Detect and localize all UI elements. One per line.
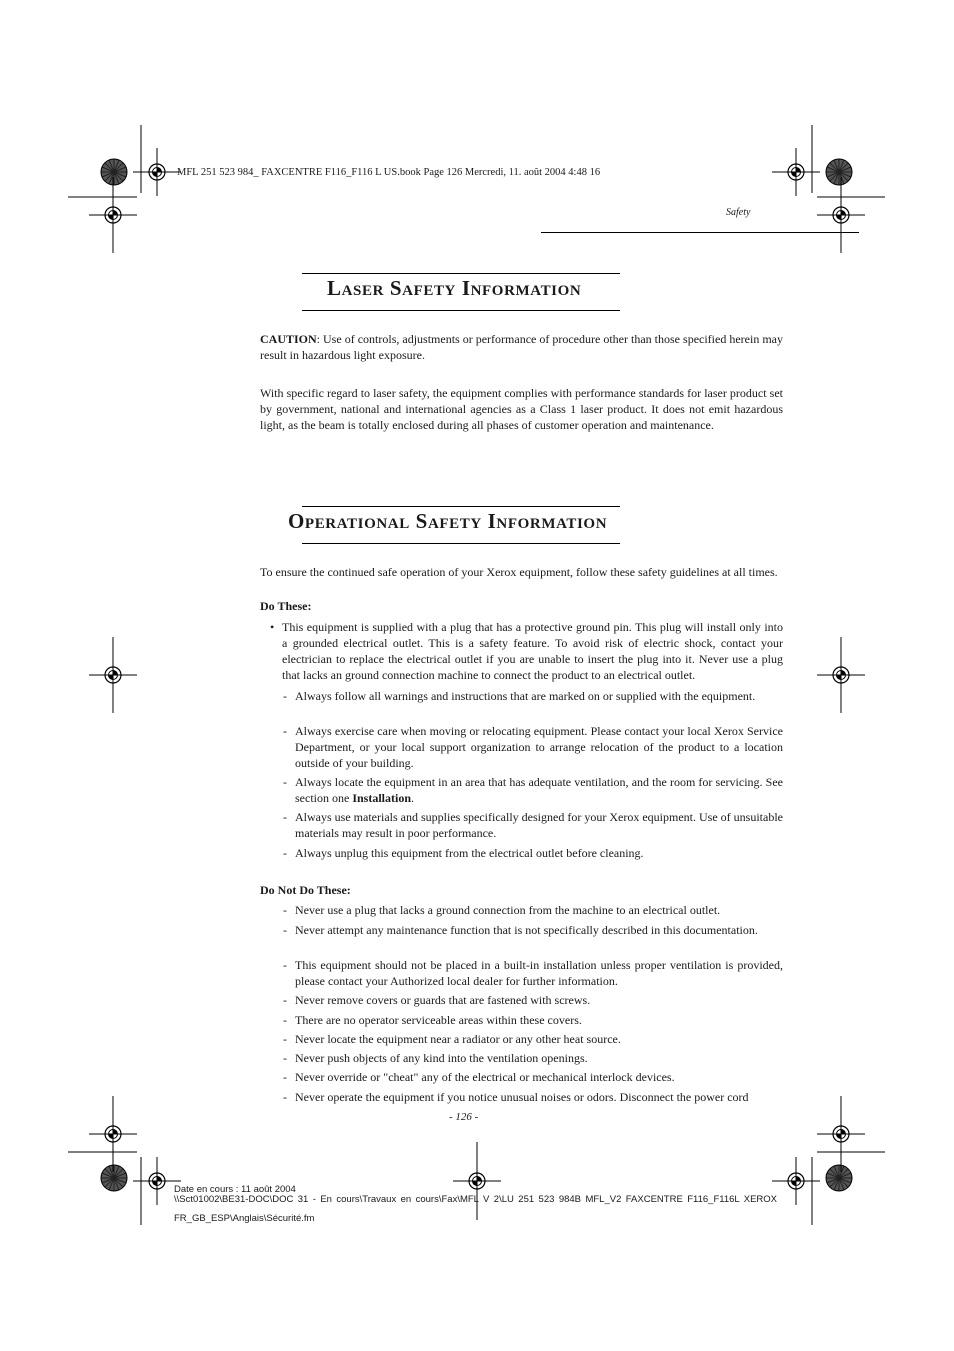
dash-mark: -	[283, 724, 287, 738]
do-item-tail: .	[411, 791, 415, 805]
operational-title-rule-top	[302, 506, 620, 507]
color-wheel-top-right	[826, 159, 852, 185]
do-item	[295, 774, 783, 806]
dont-item: This equipment should not be placed in a built-in installation unless proper ventilation is provided, please contact your Authorized local dealer for further information.	[295, 958, 783, 988]
laser-caution-paragraph	[260, 331, 783, 363]
header-file-info: MFL 251 523 984_ FAXCENTRE F116_F116 L US.book Page 126 Mercredi, 11. août 2004 4:48 16	[177, 167, 601, 178]
dont-item: Never push objects of any kind into the ventilation openings.	[295, 1051, 588, 1065]
dash-mark: -	[283, 775, 287, 789]
ground-plug-bullet: This equipment is supplied with a plug that has a protective ground pin. This plug will install only into a grounded electrical outlet. This is a safety feature. To avoid risk of electric shock, contact your electrician to replace the electrical outlet if you are unable to insert the plug into it. Never use a plug that lacks an ground connection machine to connect the product to an electrical outlet.	[282, 620, 783, 682]
do-not-heading: Do Not Do These:	[260, 883, 351, 897]
running-header-section: Safety	[726, 207, 751, 218]
dash-mark: -	[283, 810, 287, 824]
dash-mark: -	[283, 1090, 287, 1104]
operational-title-rule-bottom	[302, 543, 620, 544]
page-number: - 126 -	[449, 1111, 479, 1123]
do-item-text: Always locate the equipment in an area that has adequate ventilation, and the room for servicing. See section one	[295, 775, 783, 805]
dont-item: Never operate the equipment if you notice unusual noises or odors. Disconnect the power cord	[295, 1090, 749, 1104]
operational-intro: To ensure the continued safe operation of your Xerox equipment, follow these safety guidelines at all times.	[260, 565, 778, 579]
dash-mark: -	[283, 1032, 287, 1046]
laser-section-title: Laser Safety Information	[327, 276, 582, 300]
installation-reference: Installation	[352, 791, 412, 805]
dont-item: Never attempt any maintenance function that is not specifically described in this documentation.	[295, 923, 758, 937]
laser-title-rule-bottom	[302, 310, 620, 311]
dash-mark: -	[283, 1013, 287, 1027]
do-item: Always exercise care when moving or relocating equipment. Please contact your local Xerox Service Department, or your local support organization to arrange relocation of the product to a location outside of your building.	[295, 724, 783, 770]
footer-path-line1: \\Sct01002\BE31-DOC\DOC 31 - En cours\Travaux en cours\Fax\MFL V 2\LU 251 523 984B MFL_V2 FAXCENTRE F116_F116L XEROX	[174, 1194, 777, 1205]
color-wheel-top-left	[101, 159, 127, 185]
dash-mark: -	[283, 993, 287, 1007]
dash-mark: -	[283, 846, 287, 860]
operational-section-title: Operational Safety Information	[288, 509, 608, 533]
dash-mark: -	[283, 689, 287, 703]
laser-title-rule-top	[302, 273, 620, 274]
laser-compliance-paragraph: With specific regard to laser safety, the equipment complies with performance standards for laser product set by government, national and international agencies as a Class 1 laser product. It does not emit hazardous light, as the beam is totally enclosed during all phases of customer operation and maintenance.	[260, 386, 783, 432]
dash-mark: -	[283, 903, 287, 917]
bullet-mark: •	[270, 620, 275, 634]
footer-path-line2: FR_GB_ESP\Anglais\Sécurité.fm	[174, 1213, 315, 1224]
do-these-heading: Do These:	[260, 599, 312, 613]
color-wheel-bottom-left	[101, 1165, 127, 1191]
dash-mark: -	[283, 1051, 287, 1065]
dash-mark: -	[283, 1070, 287, 1084]
header-rule	[541, 232, 859, 233]
color-wheel-bottom-right	[826, 1165, 852, 1191]
do-item: Always unplug this equipment from the electrical outlet before cleaning.	[295, 846, 644, 860]
caution-label: CAUTION	[260, 332, 317, 346]
dash-mark: -	[283, 923, 287, 937]
dont-item: Never use a plug that lacks a ground connection from the machine to an electrical outlet.	[295, 903, 721, 917]
footer-date: Date en cours : 11 août 2004	[174, 1184, 296, 1195]
dont-item: Never locate the equipment near a radiator or any other heat source.	[295, 1032, 621, 1046]
do-item: Always follow all warnings and instructions that are marked on or supplied with the equipment.	[295, 689, 756, 703]
dont-item: Never override or "cheat" any of the electrical or mechanical interlock devices.	[295, 1070, 675, 1084]
dont-item: Never remove covers or guards that are fastened with screws.	[295, 993, 591, 1007]
do-item: Always use materials and supplies specifically designed for your Xerox equipment. Use of unsuitable materials may result in poor performance.	[295, 810, 783, 840]
caution-text: : Use of controls, adjustments or performance of procedure other than those specified herein may result in hazardous light exposure.	[260, 332, 783, 362]
dont-item: There are no operator serviceable areas within these covers.	[295, 1013, 582, 1027]
dash-mark: -	[283, 958, 287, 972]
